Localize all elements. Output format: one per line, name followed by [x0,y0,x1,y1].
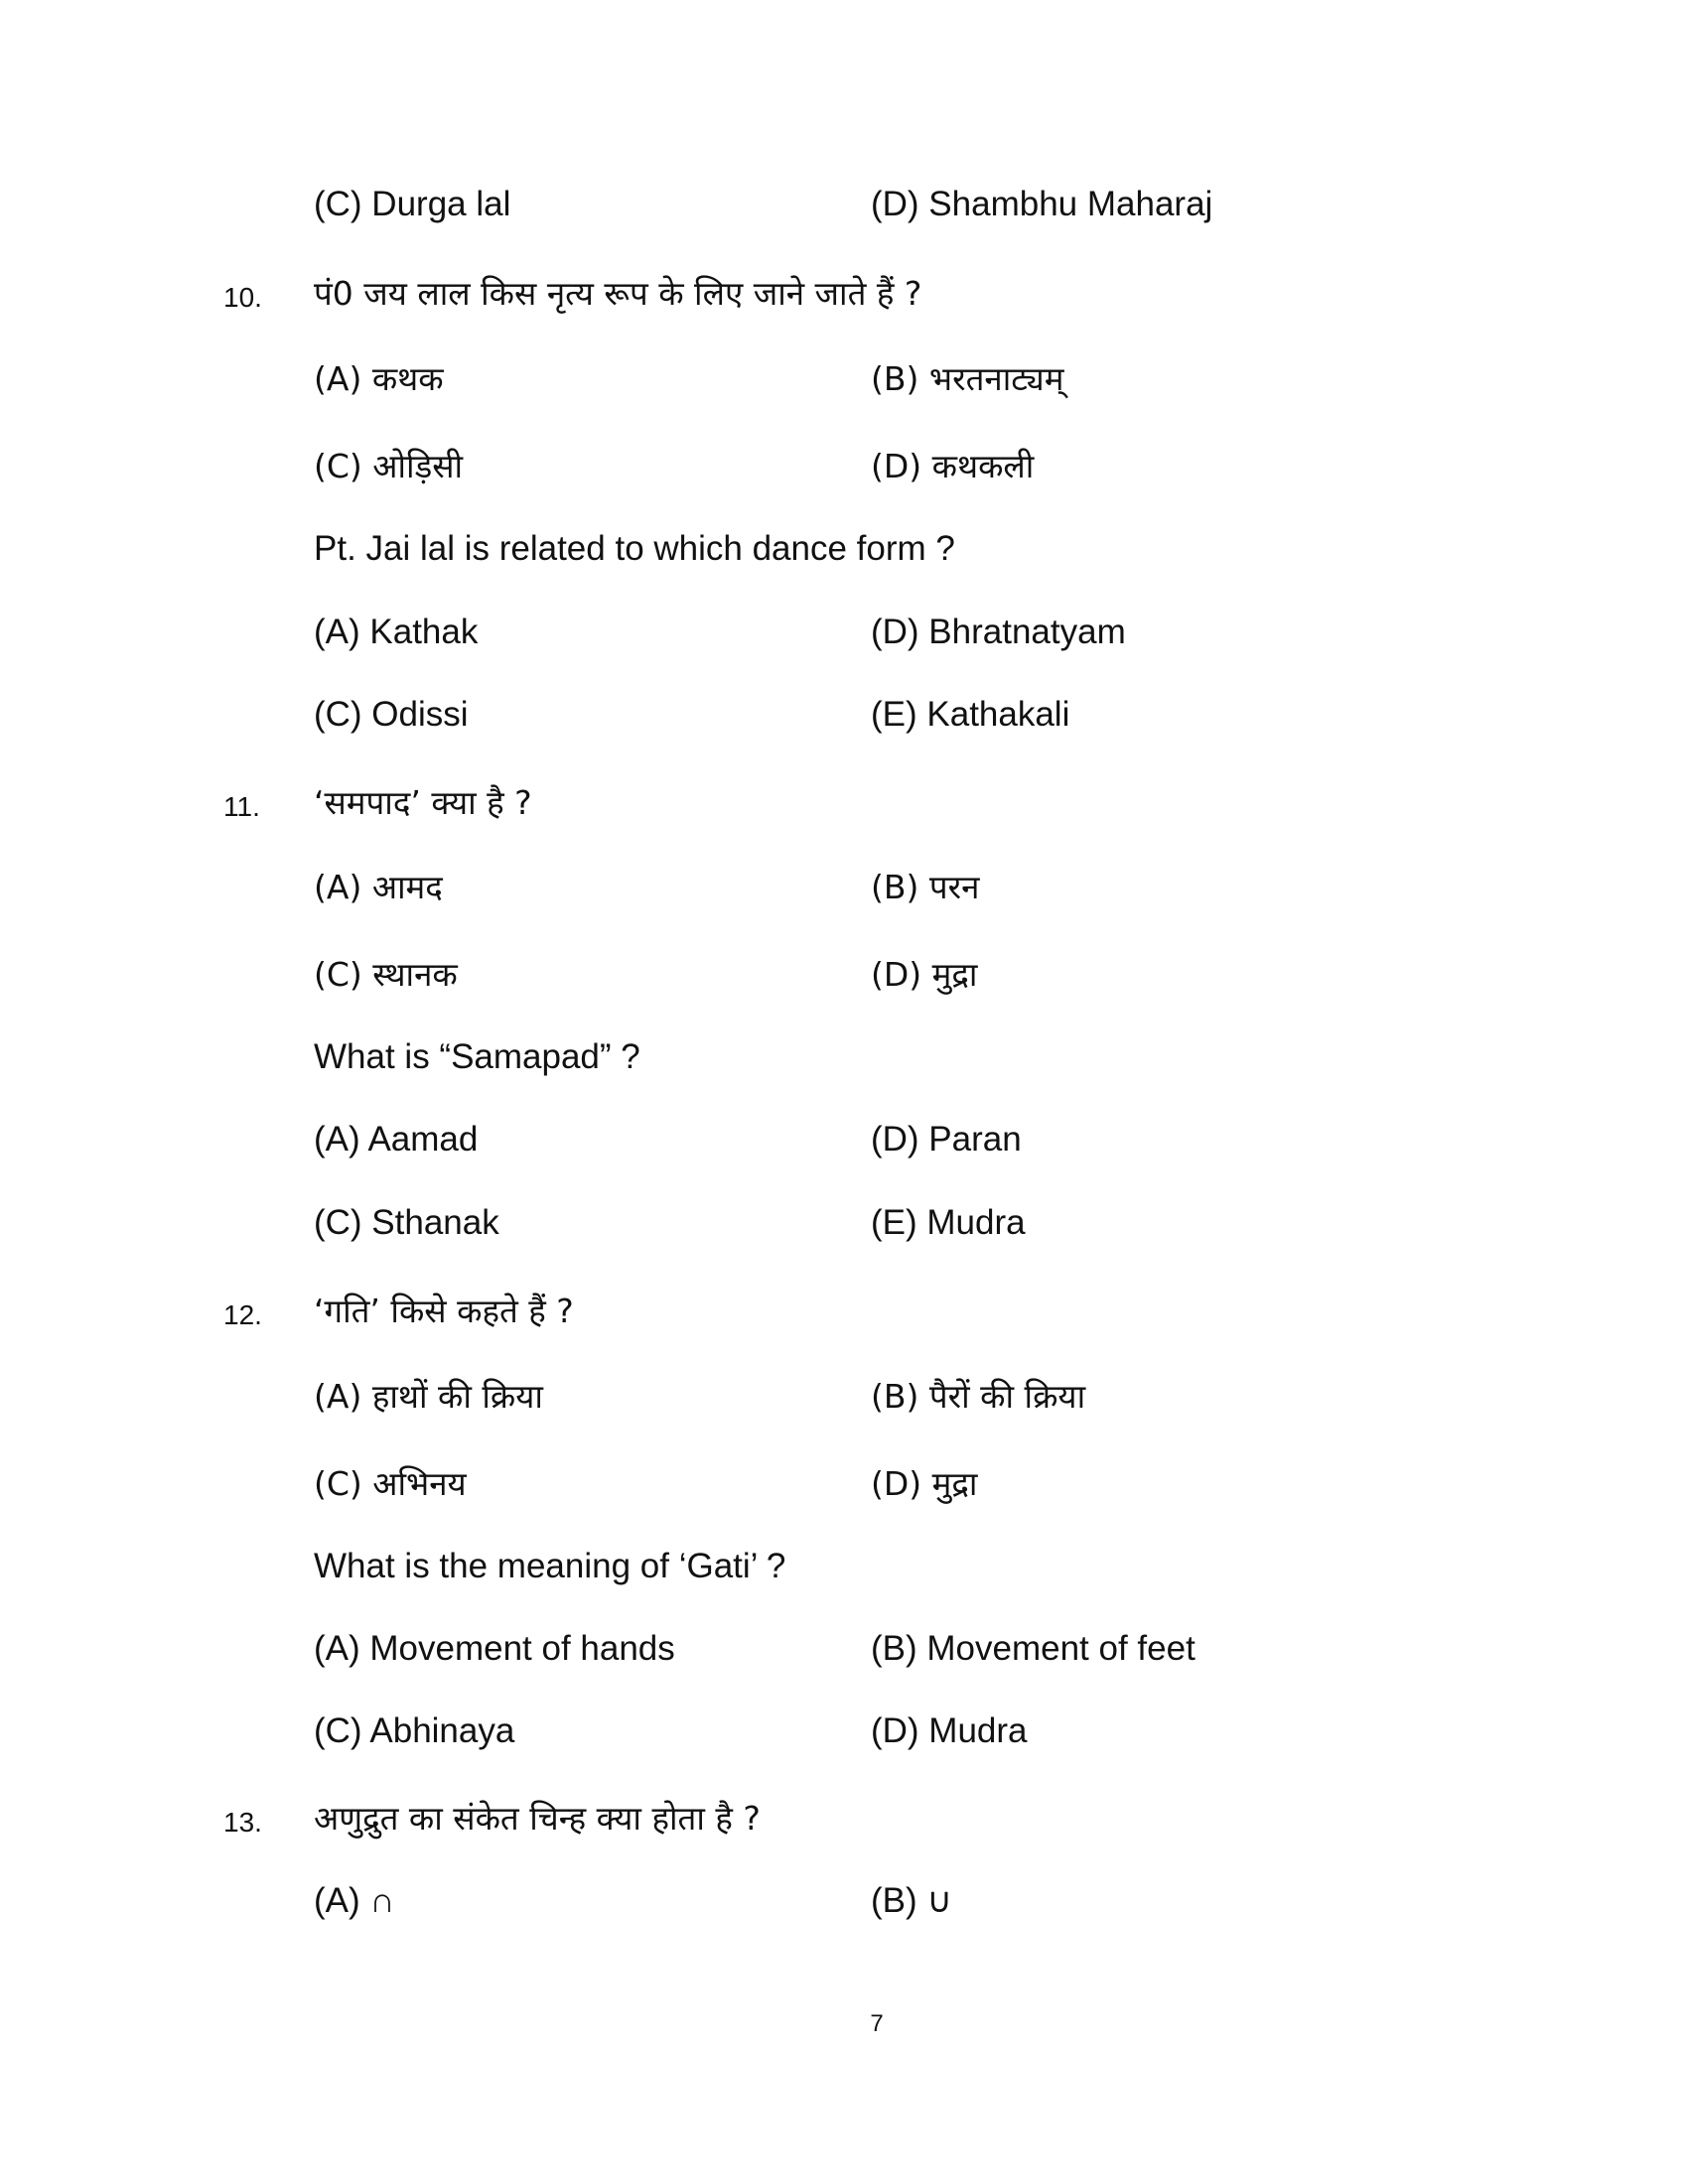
question-11-hindi-options-cd [0,951,1688,1011]
option-b-hindi: (B) भरतनाट्यम् [871,359,1064,398]
option-b: (B) ∪ [871,1881,952,1920]
option-c-english: (C) Abhinaya [314,1711,515,1750]
option-d-hindi: (D) कथकली [871,447,1035,485]
option-d-hindi: (D) मुद्रा [871,1464,978,1503]
option-a-hindi: (A) आमद [314,868,443,906]
question-10-hindi-options-cd [0,443,1688,502]
question-10-english-options-ab [0,613,1688,672]
question-12-hindi-options-cd [0,1460,1688,1520]
option-b-hindi: (B) परन [871,868,980,906]
question-13-hindi [0,1795,1688,1854]
question-10-hindi [0,270,1688,330]
option-a-english: (A) Aamad [314,1120,479,1159]
question-text-english: Pt. Jai lal is related to which dance form ? [314,529,955,568]
option-a-english: (A) Movement of hands [314,1629,675,1668]
option-a: (A) ∩ [314,1881,395,1920]
option-a-hindi: (A) कथक [314,359,444,398]
question-12-hindi-options-ab [0,1373,1688,1433]
option-c-hindi: (C) अभिनय [314,1464,467,1503]
option-c-english: (C) Odissi [314,695,469,734]
question-12-english [0,1547,1688,1606]
question-text-hindi: ‘गति’ किसे कहते हैं ? [314,1292,574,1330]
option-d-hindi: (D) मुद्रा [871,955,978,994]
option-c-english: (C) Sthanak [314,1203,499,1242]
question-11-english-options-cd [0,1203,1688,1263]
option-d-english: (E) Kathakali [871,695,1070,734]
page-number: 7 [870,2010,884,2037]
question-text-english: What is “Samapad” ? [314,1037,640,1076]
question-11-hindi-options-ab [0,864,1688,923]
question-10-english [0,529,1688,589]
option-d: (D) Shambhu Maharaj [871,185,1213,223]
question-number: 11. [223,791,260,822]
question-11-english [0,1037,1688,1097]
question-text-hindi: अणुद्रुत का संकेत चिन्ह क्या होता है ? [314,1799,761,1838]
question-text-english: What is the meaning of ‘Gati’ ? [314,1547,786,1585]
question-11-hindi [0,779,1688,839]
option-a-english: (A) Kathak [314,613,479,651]
question-12-hindi [0,1288,1688,1347]
question-number: 13. [223,1807,262,1838]
option-d-english: (D) Mudra [871,1711,1028,1750]
question-10-english-options-cd [0,695,1688,754]
option-d-english: (E) Mudra [871,1203,1026,1242]
option-a-hindi: (A) हाथों की क्रिया [314,1377,543,1416]
question-9-options-row-cd [0,185,1688,244]
question-12-english-options-cd [0,1711,1688,1771]
option-c: (C) Durga lal [314,185,511,223]
question-10-hindi-options-ab [0,355,1688,415]
option-b-english: (D) Bhratnatyam [871,613,1126,651]
question-text-hindi: पं0 जय लाल किस नृत्य रूप के लिए जाने जाते हैं ? [314,274,922,313]
question-number: 12. [223,1299,262,1330]
question-12-english-options-ab [0,1629,1688,1689]
question-11-english-options-ab [0,1120,1688,1179]
question-13-options-ab [0,1881,1688,1941]
option-b-english: (B) Movement of feet [871,1629,1196,1668]
option-b-hindi: (B) पैरों की क्रिया [871,1377,1086,1416]
option-b-english: (D) Paran [871,1120,1022,1159]
option-c-hindi: (C) ओड़िसी [314,447,464,485]
option-c-hindi: (C) स्थानक [314,955,458,994]
question-number: 10. [223,282,262,313]
question-text-hindi: ‘समपाद’ क्या है ? [314,783,532,822]
